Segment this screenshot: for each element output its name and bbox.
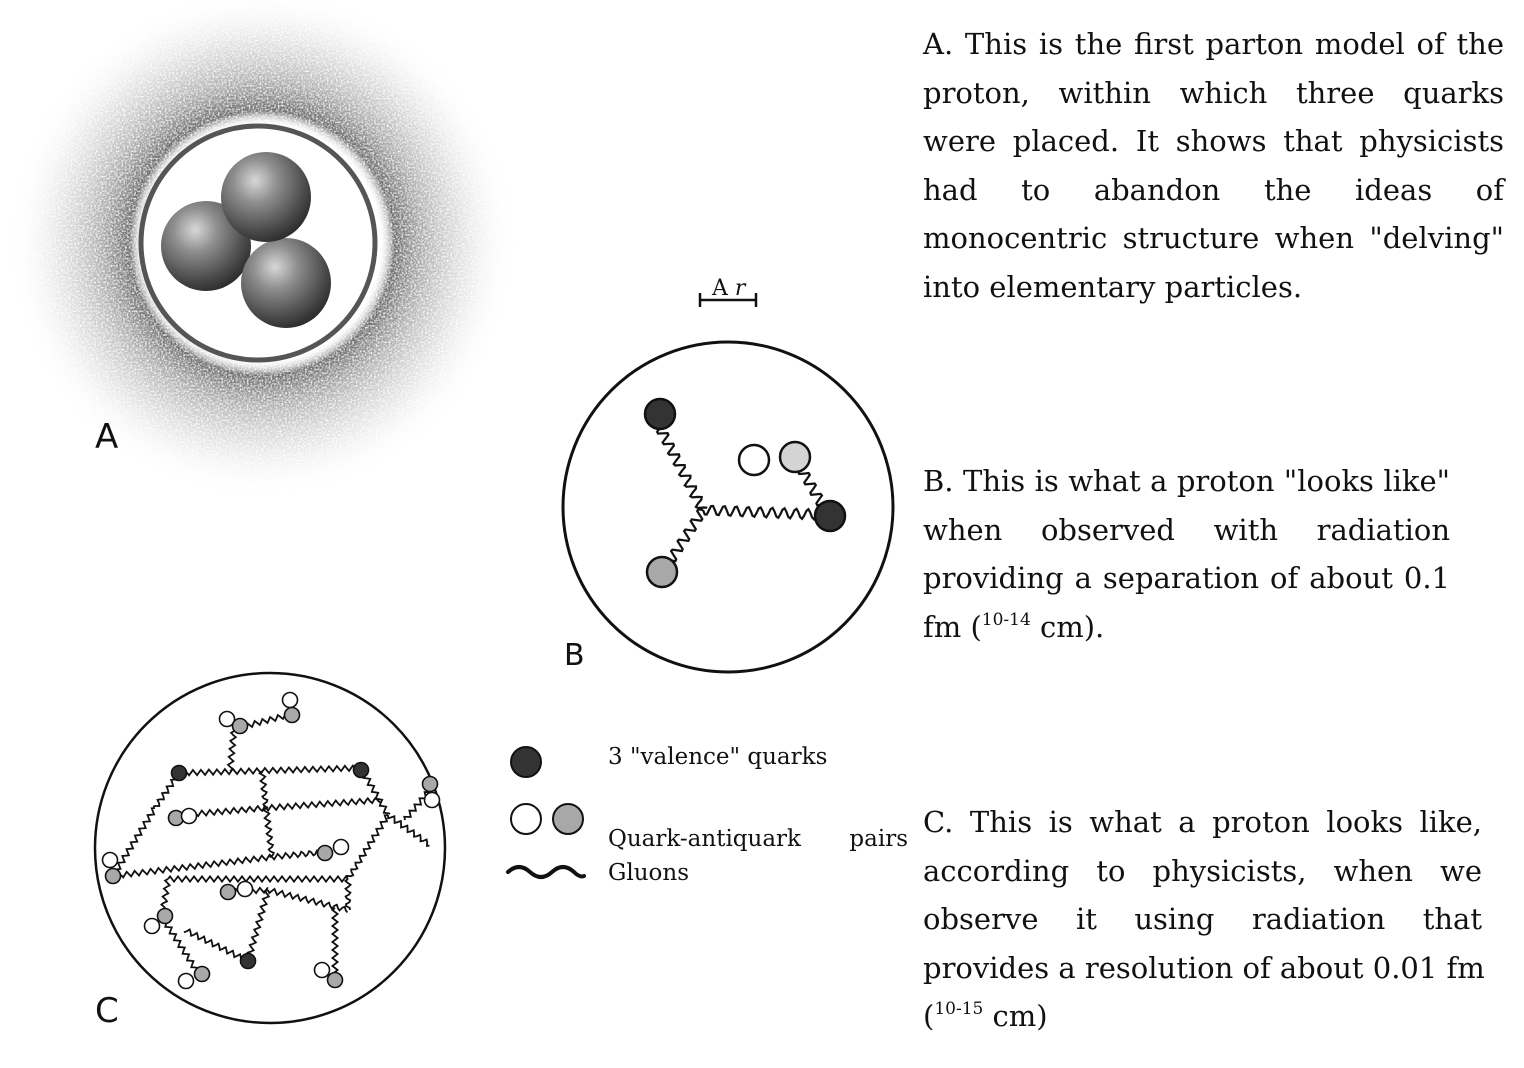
- legend: [508, 747, 584, 877]
- text-line: when observed with radiation: [923, 512, 1450, 547]
- gluon-line: [168, 876, 348, 881]
- panel-a-label: A: [95, 417, 119, 457]
- antiquark: [103, 853, 118, 868]
- sea-quark: [285, 708, 300, 723]
- panel-b-label: B: [564, 638, 585, 673]
- sea-quark: [423, 777, 438, 792]
- gluon-line: [260, 771, 269, 808]
- gluon-line: [703, 506, 830, 520]
- legend-gluons-label: Gluons: [608, 860, 690, 886]
- valence-quark: [241, 954, 256, 969]
- gluon-line: [184, 930, 248, 962]
- sea-quark: [328, 973, 343, 988]
- sea-quark: [106, 869, 121, 884]
- valence-quark: [815, 501, 845, 531]
- panel-c: [95, 673, 445, 1031]
- gluon-line: [388, 815, 430, 846]
- antiquark: [182, 809, 197, 824]
- legend-valence-quark-icon: [511, 747, 541, 777]
- text-line: B. This is what a proton "looks like": [923, 464, 1450, 498]
- antiquark: [179, 974, 194, 989]
- legend-pairs-label: [608, 826, 908, 852]
- sea-quark: [158, 909, 173, 924]
- gluon-line: [657, 428, 707, 508]
- sea-quark: [233, 719, 248, 734]
- gluon-line: [266, 798, 380, 811]
- legend-pairs-word: Quark-antiquark: [608, 826, 801, 852]
- panel-b: [563, 276, 893, 673]
- antiquark: [145, 919, 160, 934]
- valence-quark: [645, 399, 675, 429]
- antiquark: [283, 693, 298, 708]
- gluon-line: [347, 815, 388, 878]
- text-line: into elementary particles.: [923, 269, 1303, 304]
- quark-sphere: [241, 238, 331, 328]
- sea-quark: [318, 846, 333, 861]
- gluon-line: [179, 765, 361, 775]
- gluon-line: [246, 890, 269, 960]
- description-c: [923, 798, 1485, 1041]
- panel-a: [7, 0, 517, 498]
- text-line: according to physicists, when we: [923, 853, 1482, 888]
- antiquark: [315, 963, 330, 978]
- legend-gluon-icon: [508, 867, 584, 877]
- quarks: [103, 693, 440, 989]
- antiquark: [425, 793, 440, 808]
- sea-quark: [221, 885, 236, 900]
- text-line: C. This is what a proton looks like,: [923, 805, 1482, 839]
- legend-sea-quark-icon: [553, 804, 583, 834]
- text-line: providing a separation of about 0.1: [923, 561, 1450, 596]
- text-line: observe it using radiation that: [923, 902, 1482, 937]
- gluon-line: [228, 729, 237, 771]
- gluon-line: [332, 908, 337, 980]
- valence-quark: [354, 763, 369, 778]
- text-line: had to abandon the ideas of: [923, 172, 1504, 207]
- gluon-line: [268, 889, 347, 913]
- legend-antiquark-icon: [511, 804, 541, 834]
- sea-quark: [647, 557, 677, 587]
- panel-c-label: C: [95, 991, 119, 1031]
- legend-valence-label: 3 "valence" quarks: [608, 744, 828, 770]
- gluon-line: [113, 855, 272, 879]
- gluon-line: [113, 808, 155, 876]
- description-a: [923, 20, 1504, 312]
- antiquark: [334, 840, 349, 855]
- scale-label: A r: [712, 276, 746, 301]
- quark-sphere: [221, 152, 311, 242]
- gluon-line: [264, 808, 274, 857]
- gluon-line: [161, 917, 202, 975]
- text-line: provides a resolution of about 0.01 fm: [923, 950, 1485, 985]
- gluon-network: [113, 713, 433, 980]
- text-line: were placed. It shows that physicists: [923, 124, 1504, 159]
- text-line: ($^{10-15}$ cm): [923, 999, 1048, 1034]
- text-line: proton, within which three quarks: [923, 75, 1504, 110]
- text-line: fm ($^{10-14}$ cm).: [923, 609, 1105, 644]
- description-b: [923, 457, 1450, 651]
- sea-quark: [195, 967, 210, 982]
- antiquark: [238, 882, 253, 897]
- sea-quark: [780, 442, 810, 472]
- text-line: A. This is the first parton model of the: [923, 27, 1504, 61]
- valence-quark: [172, 766, 187, 781]
- text-line: monocentric structure when "delving": [923, 221, 1504, 256]
- gluon-line: [345, 879, 350, 910]
- legend-pairs-word: pairs: [849, 826, 908, 852]
- antiquark: [739, 445, 769, 475]
